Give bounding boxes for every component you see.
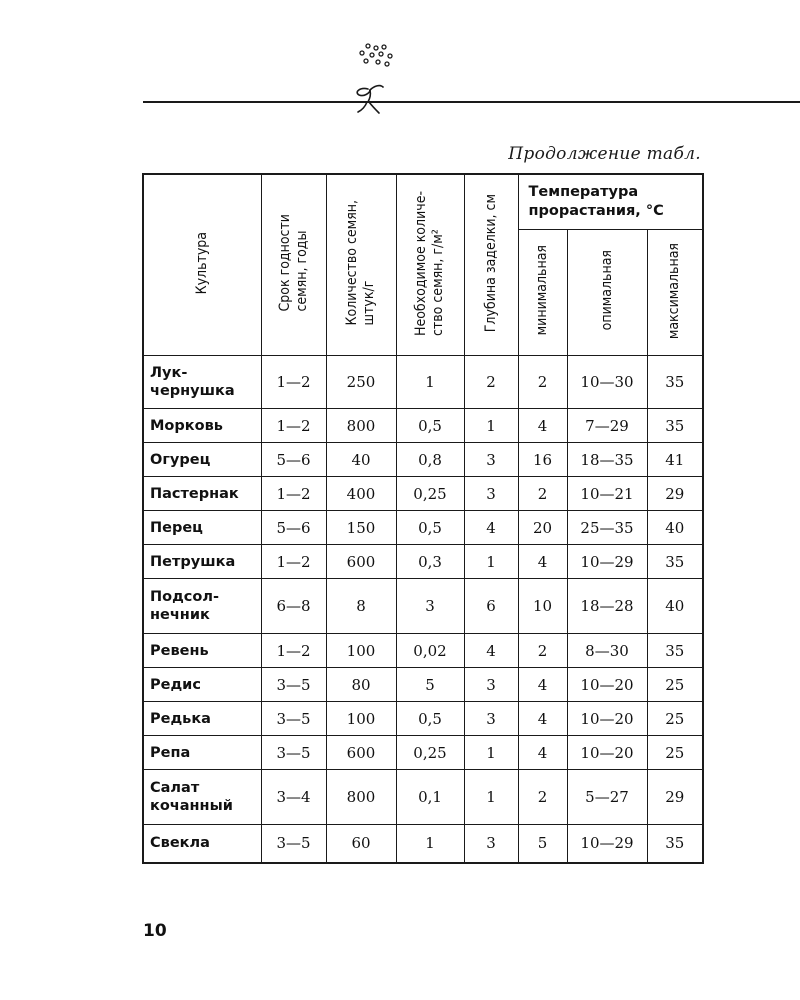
cell-seed-amount: 0,5 [396,511,464,545]
table-row [143,545,703,579]
cell-temp-max: 41 [647,443,703,477]
header-shelf-life [261,174,326,356]
table-row [143,443,703,477]
cell-crop: Редька [143,702,261,736]
cell-temp-max: 29 [647,477,703,511]
cell-temp-max: 35 [647,409,703,443]
cell-shelf-life: 3—5 [261,702,326,736]
cell-seed-count: 150 [326,511,396,545]
cell-crop: Лук- чернушка [143,356,261,409]
header-seed-count-label: Количество семян, штук/г [344,200,377,326]
table-body [143,356,703,863]
cell-temp-min: 10 [518,579,567,634]
cell-temp-min: 2 [518,477,567,511]
cell-temp-max: 35 [647,356,703,409]
cell-shelf-life: 1—2 [261,356,326,409]
cell-seed-amount: 0,02 [396,634,464,668]
cell-depth: 2 [464,356,518,409]
cell-temp-max: 35 [647,545,703,579]
cell-crop: Петрушка [143,545,261,579]
cell-temp-opt: 10—20 [567,668,647,702]
cell-depth: 1 [464,409,518,443]
cell-temp-min: 4 [518,736,567,770]
table-caption: Продолжение табл. [508,144,701,164]
cell-shelf-life: 6—8 [261,579,326,634]
table-row [143,736,703,770]
cell-temp-max: 35 [647,634,703,668]
header-temp-min [518,230,567,356]
cell-depth: 3 [464,443,518,477]
cell-crop: Морковь [143,409,261,443]
cell-crop: Перец [143,511,261,545]
cell-temp-opt: 18—35 [567,443,647,477]
cell-temp-opt: 7—29 [567,409,647,443]
cell-crop: Ревень [143,634,261,668]
cell-shelf-life: 1—2 [261,545,326,579]
cell-seed-amount: 0,3 [396,545,464,579]
cell-depth: 6 [464,579,518,634]
cell-depth: 4 [464,511,518,545]
cell-temp-min: 2 [518,356,567,409]
cell-temp-opt: 10—21 [567,477,647,511]
table-row [143,511,703,545]
cell-temp-max: 35 [647,825,703,863]
cell-temp-min: 4 [518,409,567,443]
cell-temp-opt: 8—30 [567,634,647,668]
cell-depth: 4 [464,634,518,668]
header-shelf-life-label: Срок годности семян, годы [276,214,310,312]
cell-temp-opt: 5—27 [567,770,647,825]
cell-crop: Репа [143,736,261,770]
cell-temp-opt: 10—29 [567,825,647,863]
table-row [143,634,703,668]
cell-crop: Огурец [143,443,261,477]
header-temp-opt-label: опимальная [598,250,615,331]
cell-temp-min: 4 [518,702,567,736]
cell-temp-min: 2 [518,770,567,825]
cell-shelf-life: 1—2 [261,477,326,511]
header-depth-label: Глубина заделки, см [482,193,499,333]
cell-temp-max: 40 [647,511,703,545]
header-rule [143,101,800,103]
header-seed-count [326,174,396,356]
cell-temp-min: 16 [518,443,567,477]
table-row [143,770,703,825]
header-temperature [518,174,703,230]
seedling-icon [346,40,406,125]
header-crop [143,174,261,356]
cell-seed-amount: 0,8 [396,443,464,477]
cell-shelf-life: 3—5 [261,668,326,702]
cell-shelf-life: 1—2 [261,634,326,668]
cell-shelf-life: 5—6 [261,511,326,545]
cell-seed-amount: 0,5 [396,409,464,443]
cell-depth: 3 [464,825,518,863]
header-temp-max-label: максимальная [666,242,683,339]
cell-seed-amount: 0,5 [396,702,464,736]
cell-seed-amount: 3 [396,579,464,634]
cell-temp-opt: 10—20 [567,702,647,736]
cell-seed-amount: 0,25 [396,477,464,511]
cell-shelf-life: 3—5 [261,825,326,863]
cell-seed-count: 80 [326,668,396,702]
cell-seed-count: 400 [326,477,396,511]
cell-depth: 3 [464,702,518,736]
cell-temp-max: 29 [647,770,703,825]
cell-depth: 1 [464,736,518,770]
cell-shelf-life: 1—2 [261,409,326,443]
cell-seed-amount: 0,1 [396,770,464,825]
cell-depth: 3 [464,477,518,511]
header-temperature-label: Температура прорастания, °С [528,184,664,220]
cell-temp-max: 25 [647,702,703,736]
cell-temp-opt: 10—29 [567,545,647,579]
cell-temp-opt: 18—28 [567,579,647,634]
header-seed-amount [396,174,464,356]
cell-seed-count: 40 [326,443,396,477]
cell-crop: Свекла [143,825,261,863]
cell-temp-min: 2 [518,634,567,668]
cell-seed-count: 8 [326,579,396,634]
cell-seed-amount: 1 [396,356,464,409]
header-temp-opt [567,230,647,356]
cell-seed-amount: 5 [396,668,464,702]
page-number: 10 [143,921,167,941]
cell-crop: Подсол- нечник [143,579,261,634]
cell-temp-min: 20 [518,511,567,545]
cell-seed-count: 600 [326,736,396,770]
table-row [143,356,703,409]
header-temp-max [647,230,703,356]
table-row [143,409,703,443]
header-depth [464,174,518,356]
seed-data-table [142,173,704,864]
table-row [143,579,703,634]
header-crop-label: Культура [193,231,210,295]
cell-seed-count: 800 [326,409,396,443]
cell-shelf-life: 5—6 [261,443,326,477]
cell-depth: 3 [464,668,518,702]
cell-temp-min: 5 [518,825,567,863]
cell-seed-count: 600 [326,545,396,579]
cell-crop: Редис [143,668,261,702]
cell-crop: Пастернак [143,477,261,511]
cell-seed-amount: 1 [396,825,464,863]
header-temp-min-label: минимальная [534,245,550,336]
cell-seed-count: 100 [326,634,396,668]
table-row [143,668,703,702]
cell-seed-count: 60 [326,825,396,863]
cell-shelf-life: 3—4 [261,770,326,825]
cell-temp-min: 4 [518,545,567,579]
cell-seed-count: 250 [326,356,396,409]
cell-temp-min: 4 [518,668,567,702]
cell-temp-max: 40 [647,579,703,634]
cell-temp-opt: 10—30 [567,356,647,409]
cell-temp-opt: 25—35 [567,511,647,545]
cell-temp-opt: 10—20 [567,736,647,770]
table-row [143,825,703,863]
cell-depth: 1 [464,545,518,579]
cell-seed-count: 100 [326,702,396,736]
cell-seed-count: 800 [326,770,396,825]
cell-crop: Салат кочанный [143,770,261,825]
cell-shelf-life: 3—5 [261,736,326,770]
cell-temp-max: 25 [647,668,703,702]
cell-seed-amount: 0,25 [396,736,464,770]
cell-depth: 1 [464,770,518,825]
header-seed-amount-label: Необходимое количе- ство семян, г/м² [413,190,446,336]
table-row [143,477,703,511]
cell-temp-max: 25 [647,736,703,770]
table-row [143,702,703,736]
